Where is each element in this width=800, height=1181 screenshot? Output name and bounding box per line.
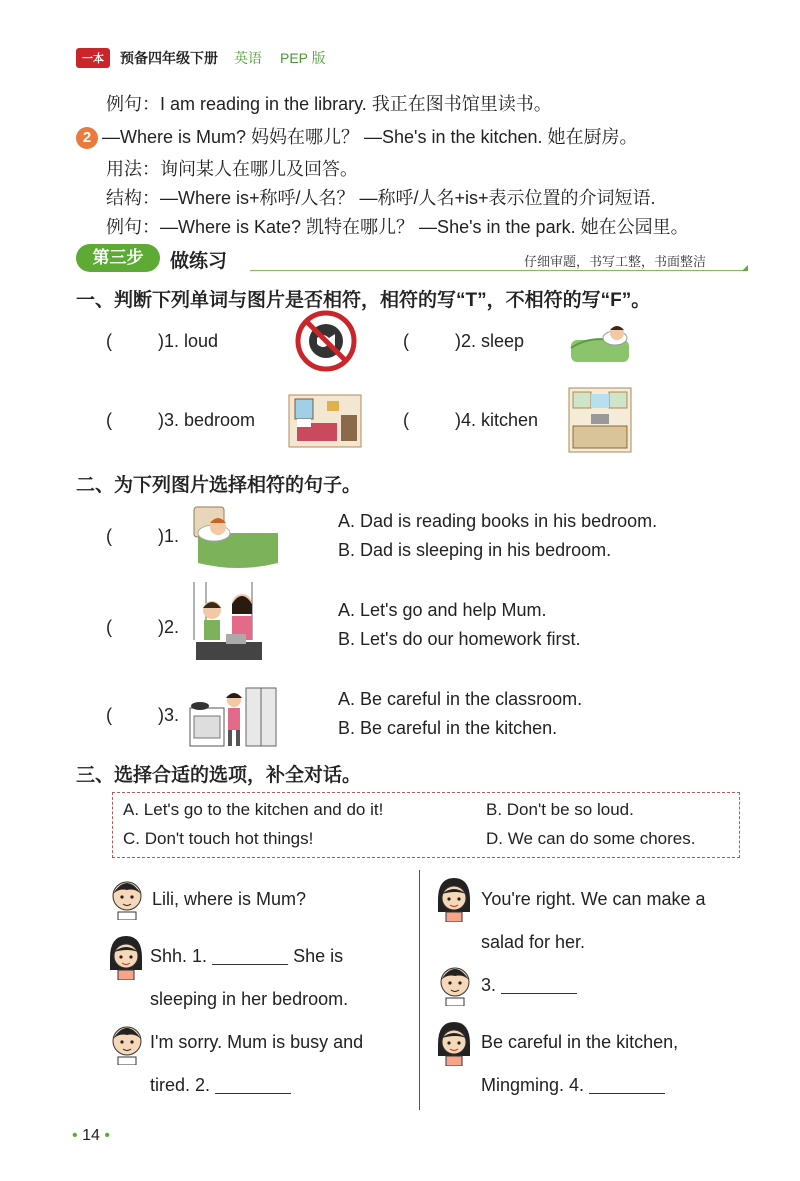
kids-cooking-picture	[186, 580, 272, 667]
kitchen-stove-picture	[186, 684, 280, 755]
dialogue-right-line-5: Mingming. 4.	[481, 1075, 665, 1096]
s2-item-3: ( )3.	[106, 705, 180, 725]
boy-avatar	[108, 1021, 146, 1070]
s1-item-1: ( )1. loud	[106, 331, 219, 351]
option-a: A. Let's go to the kitchen and do it!	[123, 800, 384, 819]
section1-title: 一、判断下列单词与图片是否相符，相符的写“T”，不相符的写“F”。	[76, 290, 651, 311]
dialogue-left-line-3: sleeping in her bedroom.	[150, 989, 349, 1009]
dialogue-right-line-3: 3.	[481, 975, 577, 996]
dialogue-left-line-5: tired. 2.	[150, 1075, 291, 1096]
boy-avatar	[436, 962, 474, 1011]
dialogue-left-line-4: I'm sorry. Mum is busy and	[150, 1032, 364, 1052]
s1-item-2: ( )2. sleep	[403, 331, 525, 351]
option-d: D. We can do some chores.	[486, 829, 696, 848]
dialogue-right-line-1: You're right. We can make a	[481, 889, 706, 909]
step-corner-mark	[742, 265, 748, 271]
dad-sleeping-picture	[190, 503, 280, 578]
book-subject: 英语	[234, 50, 262, 66]
s2-item-1-option-a: A. Dad is reading books in his bedroom.	[338, 511, 658, 531]
kitchen-picture	[567, 386, 633, 459]
book-grade: 预备四年级下册	[120, 50, 218, 66]
s1-item-4: ( )4. kitchen	[403, 410, 539, 430]
step-badge: 第三步	[76, 244, 160, 272]
dialogue-left-line-1: Lili, where is Mum?	[152, 889, 307, 909]
brand-logo: 一本	[76, 48, 110, 68]
boy-avatar	[108, 876, 146, 925]
blank-2[interactable]	[215, 1080, 291, 1094]
option-b: B. Don't be so loud.	[486, 800, 634, 819]
s2-item-2: ( )2.	[106, 617, 180, 637]
s2-item-2-option-b: B. Let's do our homework first.	[338, 629, 581, 649]
step-divider	[250, 270, 748, 271]
section2-title: 二、为下列图片选择相符的句子。	[76, 475, 362, 496]
girl-avatar	[106, 934, 146, 985]
dialogue-right-line-2: salad for her.	[481, 932, 586, 952]
blank-4[interactable]	[589, 1080, 665, 1094]
s1-item-3: ( )3. bedroom	[106, 410, 256, 430]
no-noise-sign-picture	[295, 310, 357, 377]
step-title: 做练习	[170, 251, 228, 272]
bedroom-picture	[287, 393, 363, 454]
option-c: C. Don't touch hot things!	[123, 829, 314, 848]
item-number-badge: 2	[76, 127, 98, 149]
sleeping-boy-picture	[567, 318, 633, 373]
blank-3[interactable]	[501, 980, 577, 994]
page-dot-right: •	[104, 1127, 110, 1144]
options-box	[112, 792, 740, 858]
page-number: • 14 •	[72, 1127, 110, 1144]
step-note: 仔细审题，书写工整，书面整洁	[524, 254, 707, 269]
dialogue-divider	[419, 870, 420, 1110]
grammar-example-1: 例句：I am reading in the library. 我正在图书馆里读书。	[106, 94, 552, 114]
s2-item-3-option-a: A. Be careful in the classroom.	[338, 689, 583, 709]
blank-1[interactable]	[212, 951, 288, 965]
grammar-item-2: 2 —Where is Mum? 妈妈在哪儿？ —She's in the kitchen. 她在厨房。	[76, 123, 638, 149]
grammar-example-2: 例句：—Where is Kate? 凯特在哪儿？ —She's in the park. 她在公园里。	[106, 217, 689, 237]
book-version: PEP 版	[280, 50, 326, 66]
section3-title: 三、选择合适的选项，补全对话。	[76, 765, 362, 786]
dialogue-left-line-2: Shh. 1. She is	[150, 946, 344, 966]
page-header	[76, 46, 326, 70]
s2-item-2-option-a: A. Let's go and help Mum.	[338, 600, 547, 620]
dialogue-right-line-4: Be careful in the kitchen,	[481, 1032, 679, 1052]
girl-avatar	[434, 876, 474, 927]
s2-item-3-option-b: B. Be careful in the kitchen.	[338, 718, 558, 738]
grammar-structure: 结构：—Where is+称呼/人名？ —称呼/人名+is+表示位置的介词短语.	[106, 188, 656, 208]
s2-item-1-option-b: B. Dad is sleeping in his bedroom.	[338, 540, 612, 560]
girl-avatar	[434, 1020, 474, 1071]
page-dot-left: •	[72, 1127, 78, 1144]
s2-item-1: ( )1.	[106, 526, 180, 546]
grammar-usage: 用法：询问某人在哪儿及回答。	[106, 159, 358, 179]
